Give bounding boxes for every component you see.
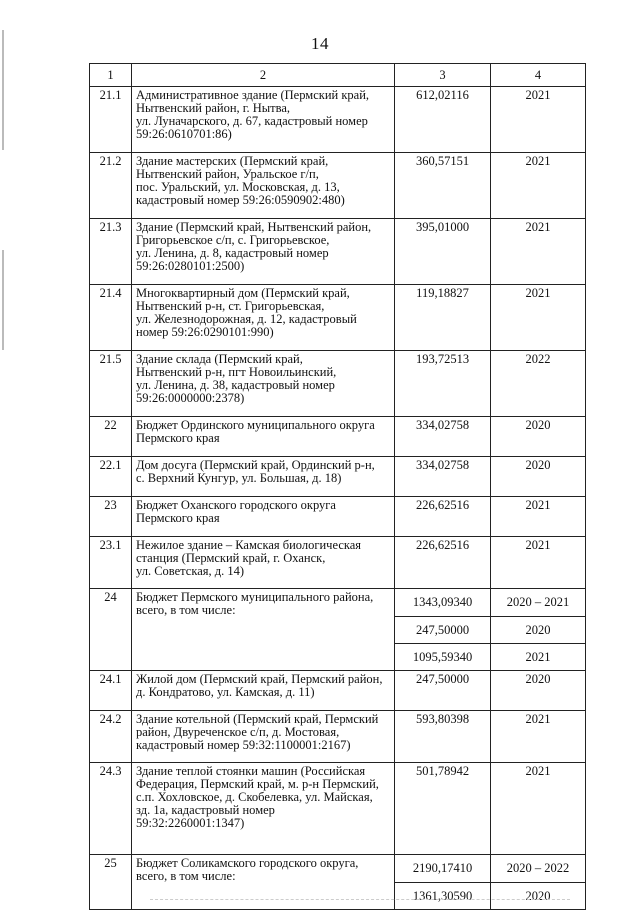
year-cell: 2021 [491, 497, 586, 537]
table-row [90, 537, 586, 589]
description-line: Дом досуга (Пермский край, Ординский р-н, [136, 458, 375, 472]
year-cell: 2021 [491, 711, 586, 763]
amount-cell: 395,01000 [395, 219, 491, 285]
row-number: 23 [90, 497, 132, 537]
description-line: Здание склада (Пермский край, [136, 352, 303, 366]
description-line: Административное здание (Пермский край, [136, 88, 370, 102]
row-number: 22 [90, 417, 132, 457]
row-number: 23.1 [90, 537, 132, 589]
year-cell: 2021 [491, 763, 586, 855]
header-row [90, 64, 586, 87]
description-line: д. Кондратово, ул. Камская, д. 11) [136, 685, 315, 699]
amount-cell: 334,02758 [395, 417, 491, 457]
row-description [132, 351, 395, 417]
description-line: 59:26:0000000:2378) [136, 391, 245, 405]
amount-cell: 334,02758 [395, 457, 491, 497]
description-line: кадастровый номер 59:26:0590902:480) [136, 193, 345, 207]
table-row [90, 457, 586, 497]
row-description [132, 417, 395, 457]
table-row [90, 153, 586, 219]
description-line: Здание мастерских (Пермский край, [136, 154, 329, 168]
description-line: ул. Советская, д. 14) [136, 564, 245, 578]
amount-cell: 612,02116 [395, 87, 491, 153]
description-line: всего, в том числе: [136, 603, 236, 617]
description-line: Бюджет Пермского муниципального района, [136, 590, 374, 604]
row-description [132, 763, 395, 855]
description-line: Федерация, Пермский край, м. р-н Пермский, [136, 777, 379, 791]
description-line: ул. Железнодорожная, д. 12, кадастровый [136, 312, 357, 326]
table-row [90, 417, 586, 457]
amount-cell: 1361,30590 [395, 883, 491, 910]
year-cell: 2020 [491, 417, 586, 457]
row-description [132, 671, 395, 711]
row-number: 24.1 [90, 671, 132, 711]
year-cell: 2020 [491, 671, 586, 711]
table-row [90, 497, 586, 537]
description-line: Здание котельной (Пермский край, Пермский [136, 712, 379, 726]
year-cell: 2020 [491, 883, 586, 910]
table-row [90, 589, 586, 617]
description-line: зд. 1а, кадастровый номер [136, 803, 275, 817]
margin-mark [2, 250, 4, 350]
description-line: 59:32:2260001:1347) [136, 816, 245, 830]
description-line: Бюджет Ординского муниципального округа [136, 418, 375, 432]
amount-cell: 226,62516 [395, 537, 491, 589]
description-line: Нытвенский р-н, пгт Новоильинский, [136, 365, 337, 379]
year-cell: 2022 [491, 351, 586, 417]
description-line: район, Двуреченское с/п, д. Мостовая, [136, 725, 340, 739]
row-description [132, 711, 395, 763]
description-line: Нытвенский р-н, ст. Григорьевская, [136, 299, 325, 313]
row-description [132, 87, 395, 153]
header-cell: 1 [90, 64, 132, 87]
description-line: Здание теплой стоянки машин (Российская [136, 764, 366, 778]
amount-cell: 501,78942 [395, 763, 491, 855]
row-description [132, 589, 395, 671]
description-line: с.п. Хохловское, д. Скобелевка, ул. Майская, [136, 790, 373, 804]
table-row [90, 763, 586, 855]
table-row [90, 87, 586, 153]
year-cell: 2021 [491, 285, 586, 351]
description-line: номер 59:26:0290101:990) [136, 325, 274, 339]
amount-cell: 593,80398 [395, 711, 491, 763]
description-line: Нытвенский район, Уральское г/п, [136, 167, 319, 181]
description-line: Жилой дом (Пермский край, Пермский район, [136, 672, 383, 686]
row-number: 22.1 [90, 457, 132, 497]
year-cell: 2021 [491, 537, 586, 589]
description-line: ул. Ленина, д. 8, кадастровый номер [136, 246, 329, 260]
description-line: 59:26:0280101:2500) [136, 259, 245, 273]
page-number: 14 [311, 34, 329, 53]
row-description [132, 497, 395, 537]
row-number: 21.3 [90, 219, 132, 285]
description-line: пос. Уральский, ул. Московская, д. 13, [136, 180, 340, 194]
margin-mark [2, 30, 4, 150]
description-line: станция (Пермский край, г. Оханск, [136, 551, 326, 565]
description-line: Нежилое здание – Камская биологическая [136, 538, 362, 552]
table-row [90, 285, 586, 351]
year-cell: 2021 [491, 87, 586, 153]
year-cell: 2021 [491, 219, 586, 285]
table-row [90, 219, 586, 285]
description-line: ул. Луначарского, д. 67, кадастровый номер [136, 114, 368, 128]
description-line: Пермского края [136, 431, 220, 445]
year-cell: 2020 [491, 457, 586, 497]
row-number: 21.4 [90, 285, 132, 351]
description-line: Пермского края [136, 511, 220, 525]
description-line: Григорьевское с/п, с. Григорьевское, [136, 233, 330, 247]
amount-cell: 247,50000 [395, 671, 491, 711]
row-number: 24.2 [90, 711, 132, 763]
header-cell: 2 [132, 64, 395, 87]
description-line: Многоквартирный дом (Пермский край, [136, 286, 350, 300]
row-number: 25 [90, 855, 132, 910]
row-number: 24.3 [90, 763, 132, 855]
description-line: кадастровый номер 59:32:1100001:2167) [136, 738, 351, 752]
description-line: Бюджет Оханского городского округа [136, 498, 336, 512]
amount-cell: 193,72513 [395, 351, 491, 417]
table-row [90, 855, 586, 883]
description-line: Бюджет Соликамского городского округа, [136, 856, 359, 870]
data-table [89, 63, 586, 910]
row-description [132, 457, 395, 497]
amount-cell: 119,18827 [395, 285, 491, 351]
row-description [132, 153, 395, 219]
description-line: всего, в том числе: [136, 869, 236, 883]
year-cell: 2020 – 2021 [491, 589, 586, 617]
row-description [132, 219, 395, 285]
description-line: Здание (Пермский край, Нытвенский район, [136, 220, 372, 234]
amount-cell: 247,50000 [395, 617, 491, 644]
year-cell: 2020 – 2022 [491, 855, 586, 883]
header-cell: 3 [395, 64, 491, 87]
table-row [90, 711, 586, 763]
row-number: 21.1 [90, 87, 132, 153]
row-description [132, 285, 395, 351]
description-line: ул. Ленина, д. 38, кадастровый номер [136, 378, 335, 392]
amount-cell: 1343,09340 [395, 589, 491, 617]
amount-cell: 226,62516 [395, 497, 491, 537]
amount-cell: 2190,17410 [395, 855, 491, 883]
header-cell: 4 [491, 64, 586, 87]
row-number: 21.5 [90, 351, 132, 417]
table-row [90, 671, 586, 711]
year-cell: 2021 [491, 153, 586, 219]
table-row [90, 351, 586, 417]
year-cell: 2021 [491, 644, 586, 671]
row-description [132, 537, 395, 589]
amount-cell: 360,57151 [395, 153, 491, 219]
description-line: с. Верхний Кунгур, ул. Большая, д. 18) [136, 471, 342, 485]
row-number: 21.2 [90, 153, 132, 219]
description-line: 59:26:0610701:86) [136, 127, 232, 141]
bottom-rule [150, 899, 570, 901]
description-line: Нытвенский район, г. Нытва, [136, 101, 291, 115]
row-number: 24 [90, 589, 132, 671]
amount-cell: 1095,59340 [395, 644, 491, 671]
year-cell: 2020 [491, 617, 586, 644]
row-description [132, 855, 395, 910]
